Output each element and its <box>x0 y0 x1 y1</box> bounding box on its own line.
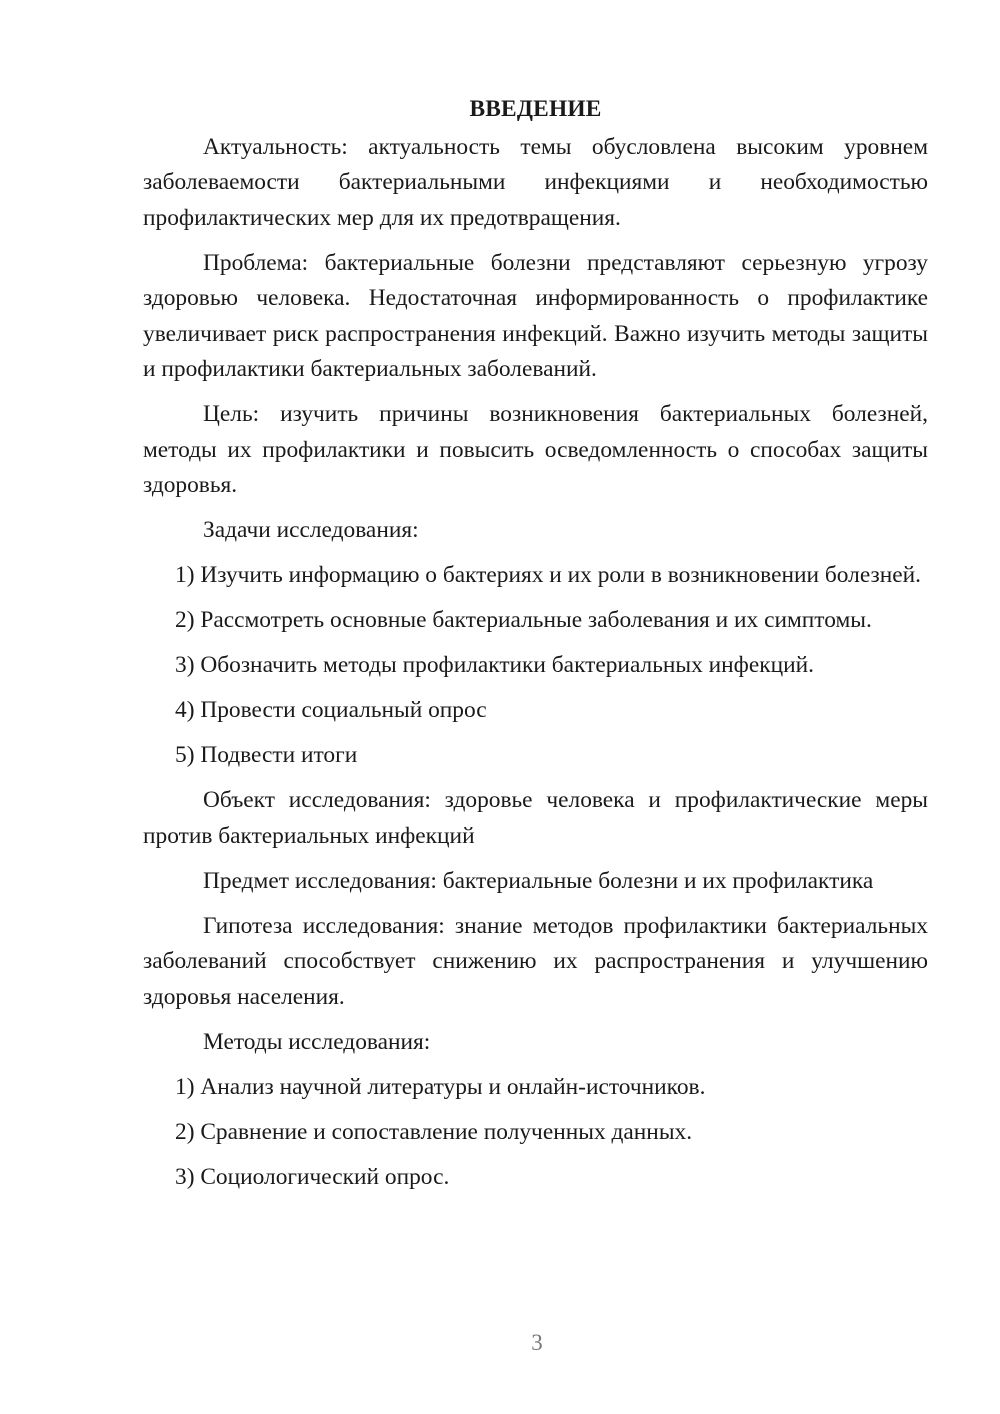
tasks-heading: Задачи исследования: <box>203 517 419 543</box>
task-item-2: 2) Рассмотреть основные бактериальные заболевания и их симптомы. <box>175 607 872 633</box>
research-subject-paragraph: Предмет исследования: бактериальные болезни и их профилактика <box>203 867 874 894</box>
task-item-1: 1) Изучить информацию о бактериях и их роли в возникновении болезней. <box>175 562 921 588</box>
task-item-4: 4) Провести социальный опрос <box>175 697 487 723</box>
page-number: 3 <box>531 1330 543 1355</box>
goal-paragraph: Цель: изучить причины возникновения бактериальных болезней, методы их профилактики и повысить осведомленность о способах защиты здоровья. <box>143 401 928 498</box>
relevance-paragraph: Актуальность: актуальность темы обусловлена высоким уровнем заболеваемости бактериальными инфекциями и необходимостью профилактических мер для их предотвращения. <box>143 133 928 231</box>
problem-paragraph: Проблема: бактериальные болезни представляют серьезную угрозу здоровью человека. Недостаточная информированность о профилактике увеличивает риск распространения инфекций. Важно изучить методы защиты и профилактики бактериальных заболеваний. <box>143 249 928 382</box>
method-item-1: 1) Анализ научной литературы и онлайн-источников. <box>175 1073 706 1100</box>
task-item-5: 5) Подвести итоги <box>175 742 358 768</box>
methods-heading: Методы исследования: <box>203 1028 431 1055</box>
hypothesis-paragraph: Гипотеза исследования: знание методов профилактики бактериальных заболеваний способствует снижению их распространения и улучшению здоровья населения. <box>143 912 928 1010</box>
method-item-3: 3) Социологический опрос. <box>175 1163 450 1190</box>
research-object-paragraph: Объект исследования: здоровье человека и профилактические меры против бактериальных инфекций <box>143 787 928 849</box>
page-content <box>143 92 928 1205</box>
page-title: ВВЕДЕНИЕ <box>469 96 602 122</box>
method-item-2: 2) Сравнение и сопоставление полученных данных. <box>175 1118 693 1145</box>
task-item-3: 3) Обозначить методы профилактики бактериальных инфекций. <box>175 652 814 678</box>
